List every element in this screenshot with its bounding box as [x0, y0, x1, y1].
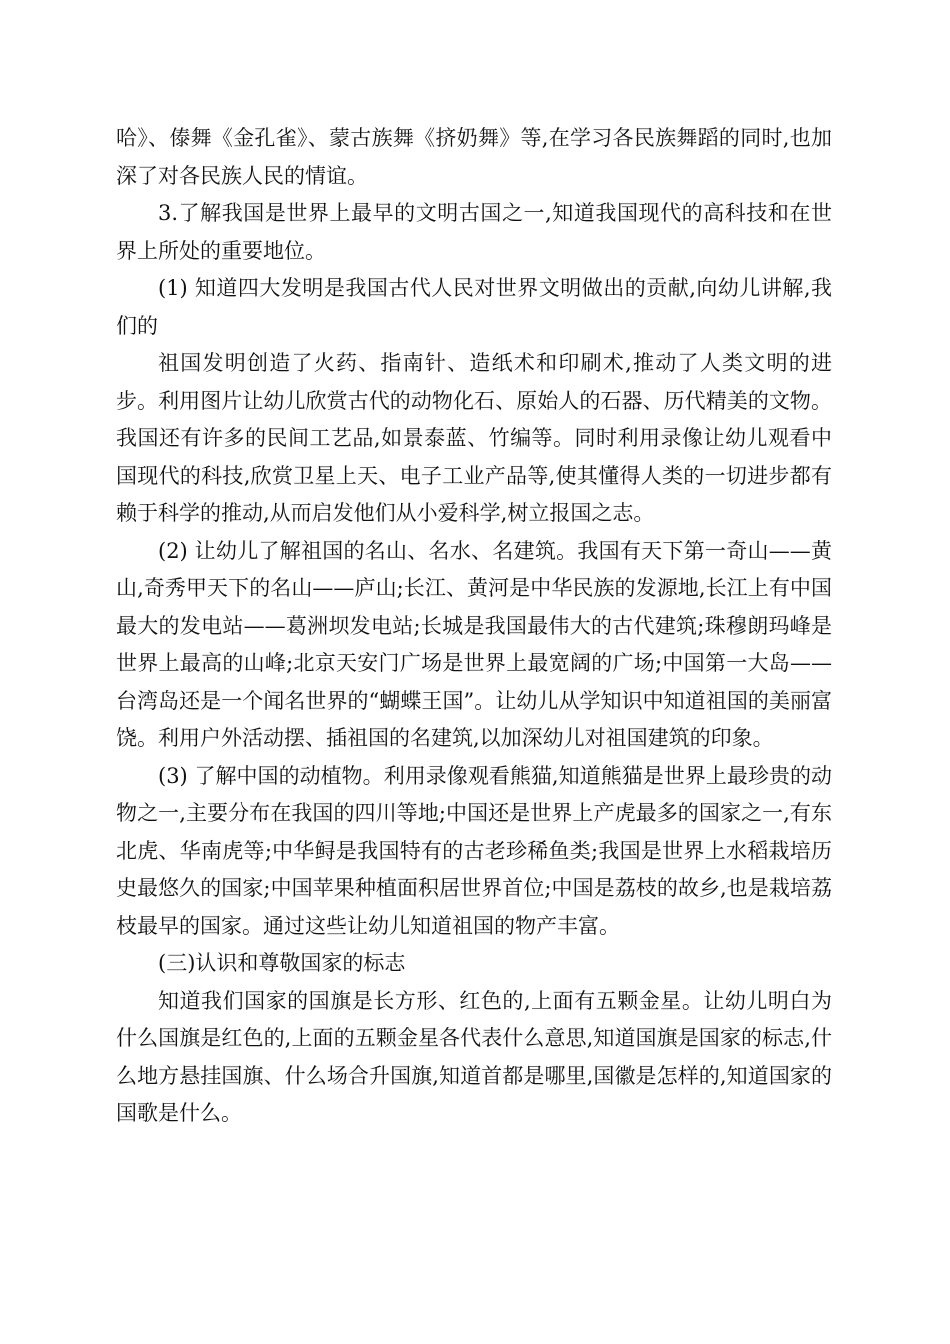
paragraph-famous-places: (2) 让幼儿了解祖国的名山、名水、名建筑。我国有天下第一奇山——黄山,奇秀甲天下的名山——庐山;长江、黄河是中华民族的发源地,长江上有中国最大的发电站——葛洲坝发电站;长城是我国最伟大的古代建筑;珠穆朗玛峰是世界上最高的山峰;北京天安门广场是世界上最宽阔的广场;中国第一大岛——台湾岛还是一个闻名世界的“蝴蝶王国”。让幼儿从学知识中知道祖国的美丽富饶。利用户外活动摆、插祖国的名建筑,以加深幼儿对祖国建筑的印象。	[116, 538, 832, 750]
paragraph-animals-plants: (3) 了解中国的动植物。利用录像观看熊猫,知道熊猫是世界上最珍贵的动物之一,主要分布在我国的四川等地;中国还是世界上产虎最多的国家之一,有东北虎、华南虎等;中华鲟是我国特有的古老珍稀鱼类;我国是世界上水稻栽培历史最悠久的国家;中国苹果种植面积居世界首位;中国是荔枝的故乡,也是栽培荔枝最早的国家。通过这些让幼儿知道祖国的物产丰富。	[116, 763, 832, 938]
paragraph-national-flag: 知道我们国家的国旗是长方形、红色的,上面有五颗金星。让幼儿明白为什么国旗是红色的,上面的五颗金星各代表什么意思,知道国旗是国家的标志,什么地方悬挂国旗、什么场合升国旗,知道首都是哪里,国徽是怎样的,知道国家的国歌是什么。	[116, 988, 832, 1125]
paragraph-ethnic-dance-continuation: 哈》、傣舞《金孔雀》、蒙古族舞《挤奶舞》等,在学习各民族舞蹈的同时,也加深了对各民族人民的情谊。	[116, 126, 832, 188]
paragraph-four-inventions: (1) 知道四大发明是我国古代人民对世界文明做出的贡献,向幼儿讲解,我们的	[116, 276, 832, 338]
section-heading-national-symbols: (三)认识和尊敬国家的标志	[158, 951, 406, 975]
paragraph-ancient-civilization-heading: 3.了解我国是世界上最早的文明古国之一,知道我国现代的高科技和在世界上所处的重要地位。	[116, 201, 832, 263]
body-text	[116, 120, 832, 1133]
paragraph-inventions-detail: 祖国发明创造了火药、指南针、造纸术和印刷术,推动了人类文明的进步。利用图片让幼儿欣赏古代的动物化石、原始人的石器、历代精美的文物。我国还有许多的民间工艺品,如景泰蓝、竹编等。同时利用录像让幼儿观看中国现代的科技,欣赏卫星上天、电子工业产品等,使其懂得人类的一切进步都有赖于科学的推动,从而启发他们从小爱科学,树立报国之志。	[116, 351, 832, 525]
